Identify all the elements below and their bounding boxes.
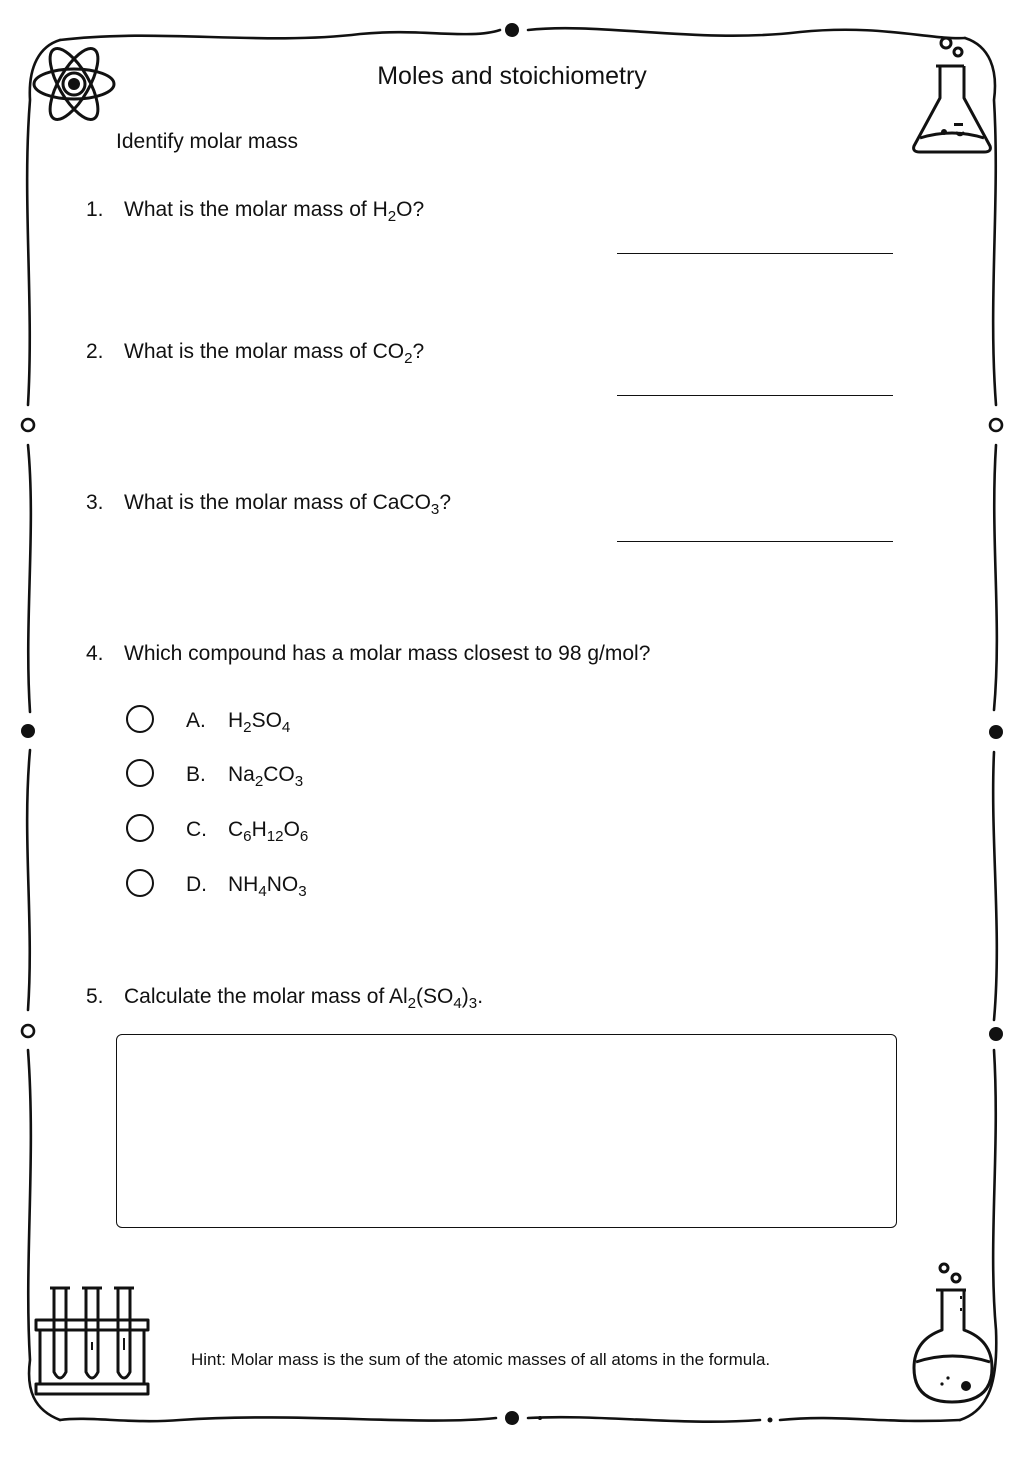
option-letter: D. xyxy=(186,873,207,896)
radio-circle[interactable] xyxy=(126,705,154,733)
question-text-end: O? xyxy=(396,198,425,221)
answer-line-1[interactable] xyxy=(617,253,893,254)
question-4 xyxy=(86,642,650,666)
question-text: Calculate the molar mass of Al xyxy=(124,985,408,1008)
option-letter: A. xyxy=(186,709,206,732)
question-3 xyxy=(86,491,452,518)
section-subtitle: Identify molar mass xyxy=(116,130,299,153)
question-5: 5. Calculate the molar mass of $Al_2(SO_4)_3$. xyxy=(86,985,484,1012)
question-number: 3. xyxy=(86,491,104,514)
question-text-end: ? xyxy=(412,340,425,363)
question-text: What is the molar mass of H xyxy=(124,198,388,221)
question-number: 1. xyxy=(86,198,104,221)
page-title: Moles and stoichiometry xyxy=(377,62,647,90)
round-flask-icon xyxy=(908,1262,1000,1412)
radio-circle[interactable] xyxy=(126,869,154,897)
test-tubes-icon xyxy=(32,1284,152,1400)
question-number: 2. xyxy=(86,340,104,363)
question-text: What is the molar mass of CO xyxy=(124,340,405,363)
subscript: 2 xyxy=(404,349,413,367)
option-letter: C. xyxy=(186,818,207,841)
question-1 xyxy=(86,198,425,225)
option-letter: B. xyxy=(186,763,206,786)
question-text: Which compound has a molar mass closest to 98 g/mol? xyxy=(124,642,651,665)
subscript: 3 xyxy=(430,500,440,518)
answer-box[interactable] xyxy=(116,1034,897,1228)
question-2 xyxy=(86,340,425,367)
option-formula: $C_6H_{12}O_6$ xyxy=(228,818,309,845)
option-formula: $H_2SO_4$ xyxy=(228,709,291,736)
option-formula: $Na_2CO_3$ xyxy=(228,763,304,790)
question-number: 4. xyxy=(86,642,104,665)
question-text: What is the molar mass of CaCO xyxy=(124,491,431,514)
option-formula: $NH_4NO_3$ xyxy=(228,873,307,900)
question-number: 5. xyxy=(86,985,104,1008)
question-text-end: ? xyxy=(439,491,452,514)
radio-circle[interactable] xyxy=(126,759,154,787)
radio-circle[interactable] xyxy=(126,814,154,842)
hint-text: Hint: Molar mass is the sum of the atomic masses of all atoms in the formula. xyxy=(191,1350,771,1369)
answer-line-2[interactable] xyxy=(617,395,893,396)
subscript: 2 xyxy=(387,207,397,225)
flask-icon xyxy=(906,34,998,158)
answer-line-3[interactable] xyxy=(617,541,893,542)
